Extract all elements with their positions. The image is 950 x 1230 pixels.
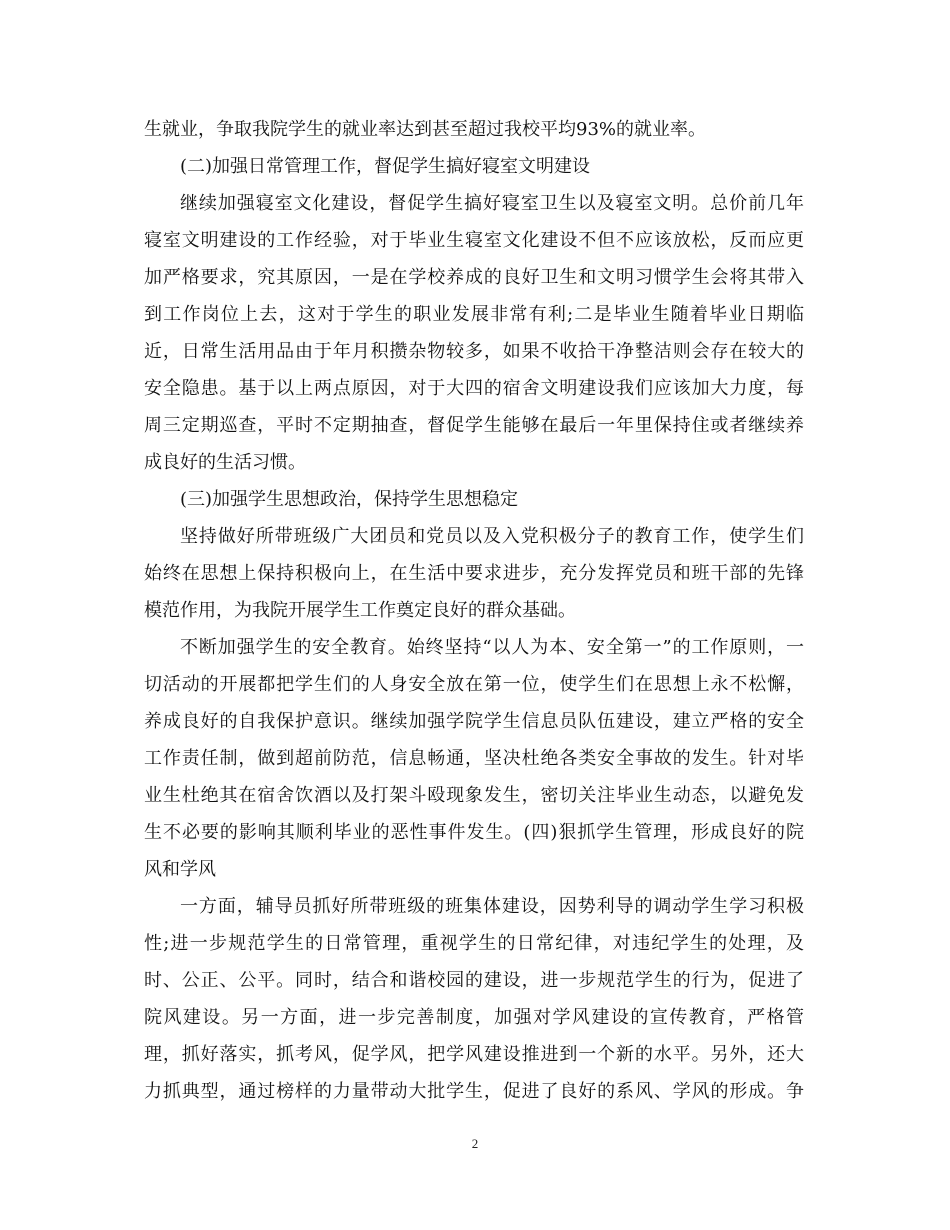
text-line: 时、公正、公平。同时，结合和谐校园的建设，进一步规范学生的行为，促进了 (144, 970, 804, 991)
text-line: 安全隐患。基于以上两点原因，对于大四的宿舍文明建设我们应该加大力度，每 (144, 378, 804, 399)
text-line: 风和学风 (144, 859, 216, 880)
text-line: 业生杜绝其在宿舍饮酒以及打架斗殴现象发生，密切关注毕业生动态，以避免发 (144, 785, 804, 806)
section-heading: (三)加强学生思想政治，保持学生思想稳定 (180, 489, 519, 510)
text-line: 一方面，辅导员抓好所带班级的班集体建设，因势利导的调动学生学习积极 (180, 896, 804, 917)
text-line: 力抓典型，通过榜样的力量带动大批学生，促进了良好的系风、学风的形成。争 (144, 1081, 804, 1102)
text-line: 不断加强学生的安全教育。始终坚持“以人为本、安全第一”的工作原则，一 (180, 637, 804, 658)
text-line: 理，抓好落实，抓考风，促学风，把学风建设推进到一个新的水平。另外，还大 (144, 1044, 804, 1065)
text-line: 到工作岗位上去，这对于学生的职业发展非常有利;二是毕业生随着毕业日期临 (144, 304, 804, 325)
text-line: 周三定期巡查，平时不定期抽查，督促学生能够在最后一年里保持住或者继续养 (144, 415, 804, 436)
section-heading: (二)加强日常管理工作，督促学生搞好寝室文明建设 (180, 156, 591, 177)
text-line: 切活动的开展都把学生们的人身安全放在第一位，使学生们在思想上永不松懈， (144, 674, 804, 695)
text-line: 生不必要的影响其顺利毕业的恶性事件发生。(四)狠抓学生管理，形成良好的院 (144, 822, 804, 843)
text-line: 工作责任制，做到超前防范，信息畅通，坚决杜绝各类安全事故的发生。针对毕 (144, 748, 804, 769)
text-line: 加严格要求，究其原因，一是在学校养成的良好卫生和文明习惯学生会将其带入 (144, 267, 804, 288)
text-line: 养成良好的自我保护意识。继续加强学院学生信息员队伍建设，建立严格的安全 (144, 711, 804, 732)
text-line: 生就业，争取我院学生的就业率达到甚至超过我校平均93%的就业率。 (144, 119, 707, 140)
text-line: 院风建设。另一方面，进一步完善制度，加强对学风建设的宣传教育，严格管 (144, 1007, 804, 1028)
text-line: 坚持做好所带班级广大团员和党员以及入党积极分子的教育工作，使学生们 (180, 526, 804, 547)
text-line: 继续加强寝室文化建设，督促学生搞好寝室卫生以及寝室文明。总价前几年 (180, 193, 804, 214)
text-line: 性;进一步规范学生的日常管理，重视学生的日常纪律，对违纪学生的处理，及 (144, 933, 804, 954)
text-line: 寝室文明建设的工作经验，对于毕业生寝室文化建设不但不应该放松，反而应更 (144, 230, 804, 251)
text-line: 近，日常生活用品由于年月积攒杂物较多，如果不收拾干净整洁则会存在较大的 (144, 341, 804, 362)
text-line: 始终在思想上保持积极向上，在生活中要求进步，充分发挥党员和班干部的先锋 (144, 563, 804, 584)
text-line: 成良好的生活习惯。 (144, 452, 306, 473)
page-number: 2 (471, 1136, 479, 1151)
text-line: 模范作用，为我院开展学生工作奠定良好的群众基础。 (144, 600, 576, 621)
